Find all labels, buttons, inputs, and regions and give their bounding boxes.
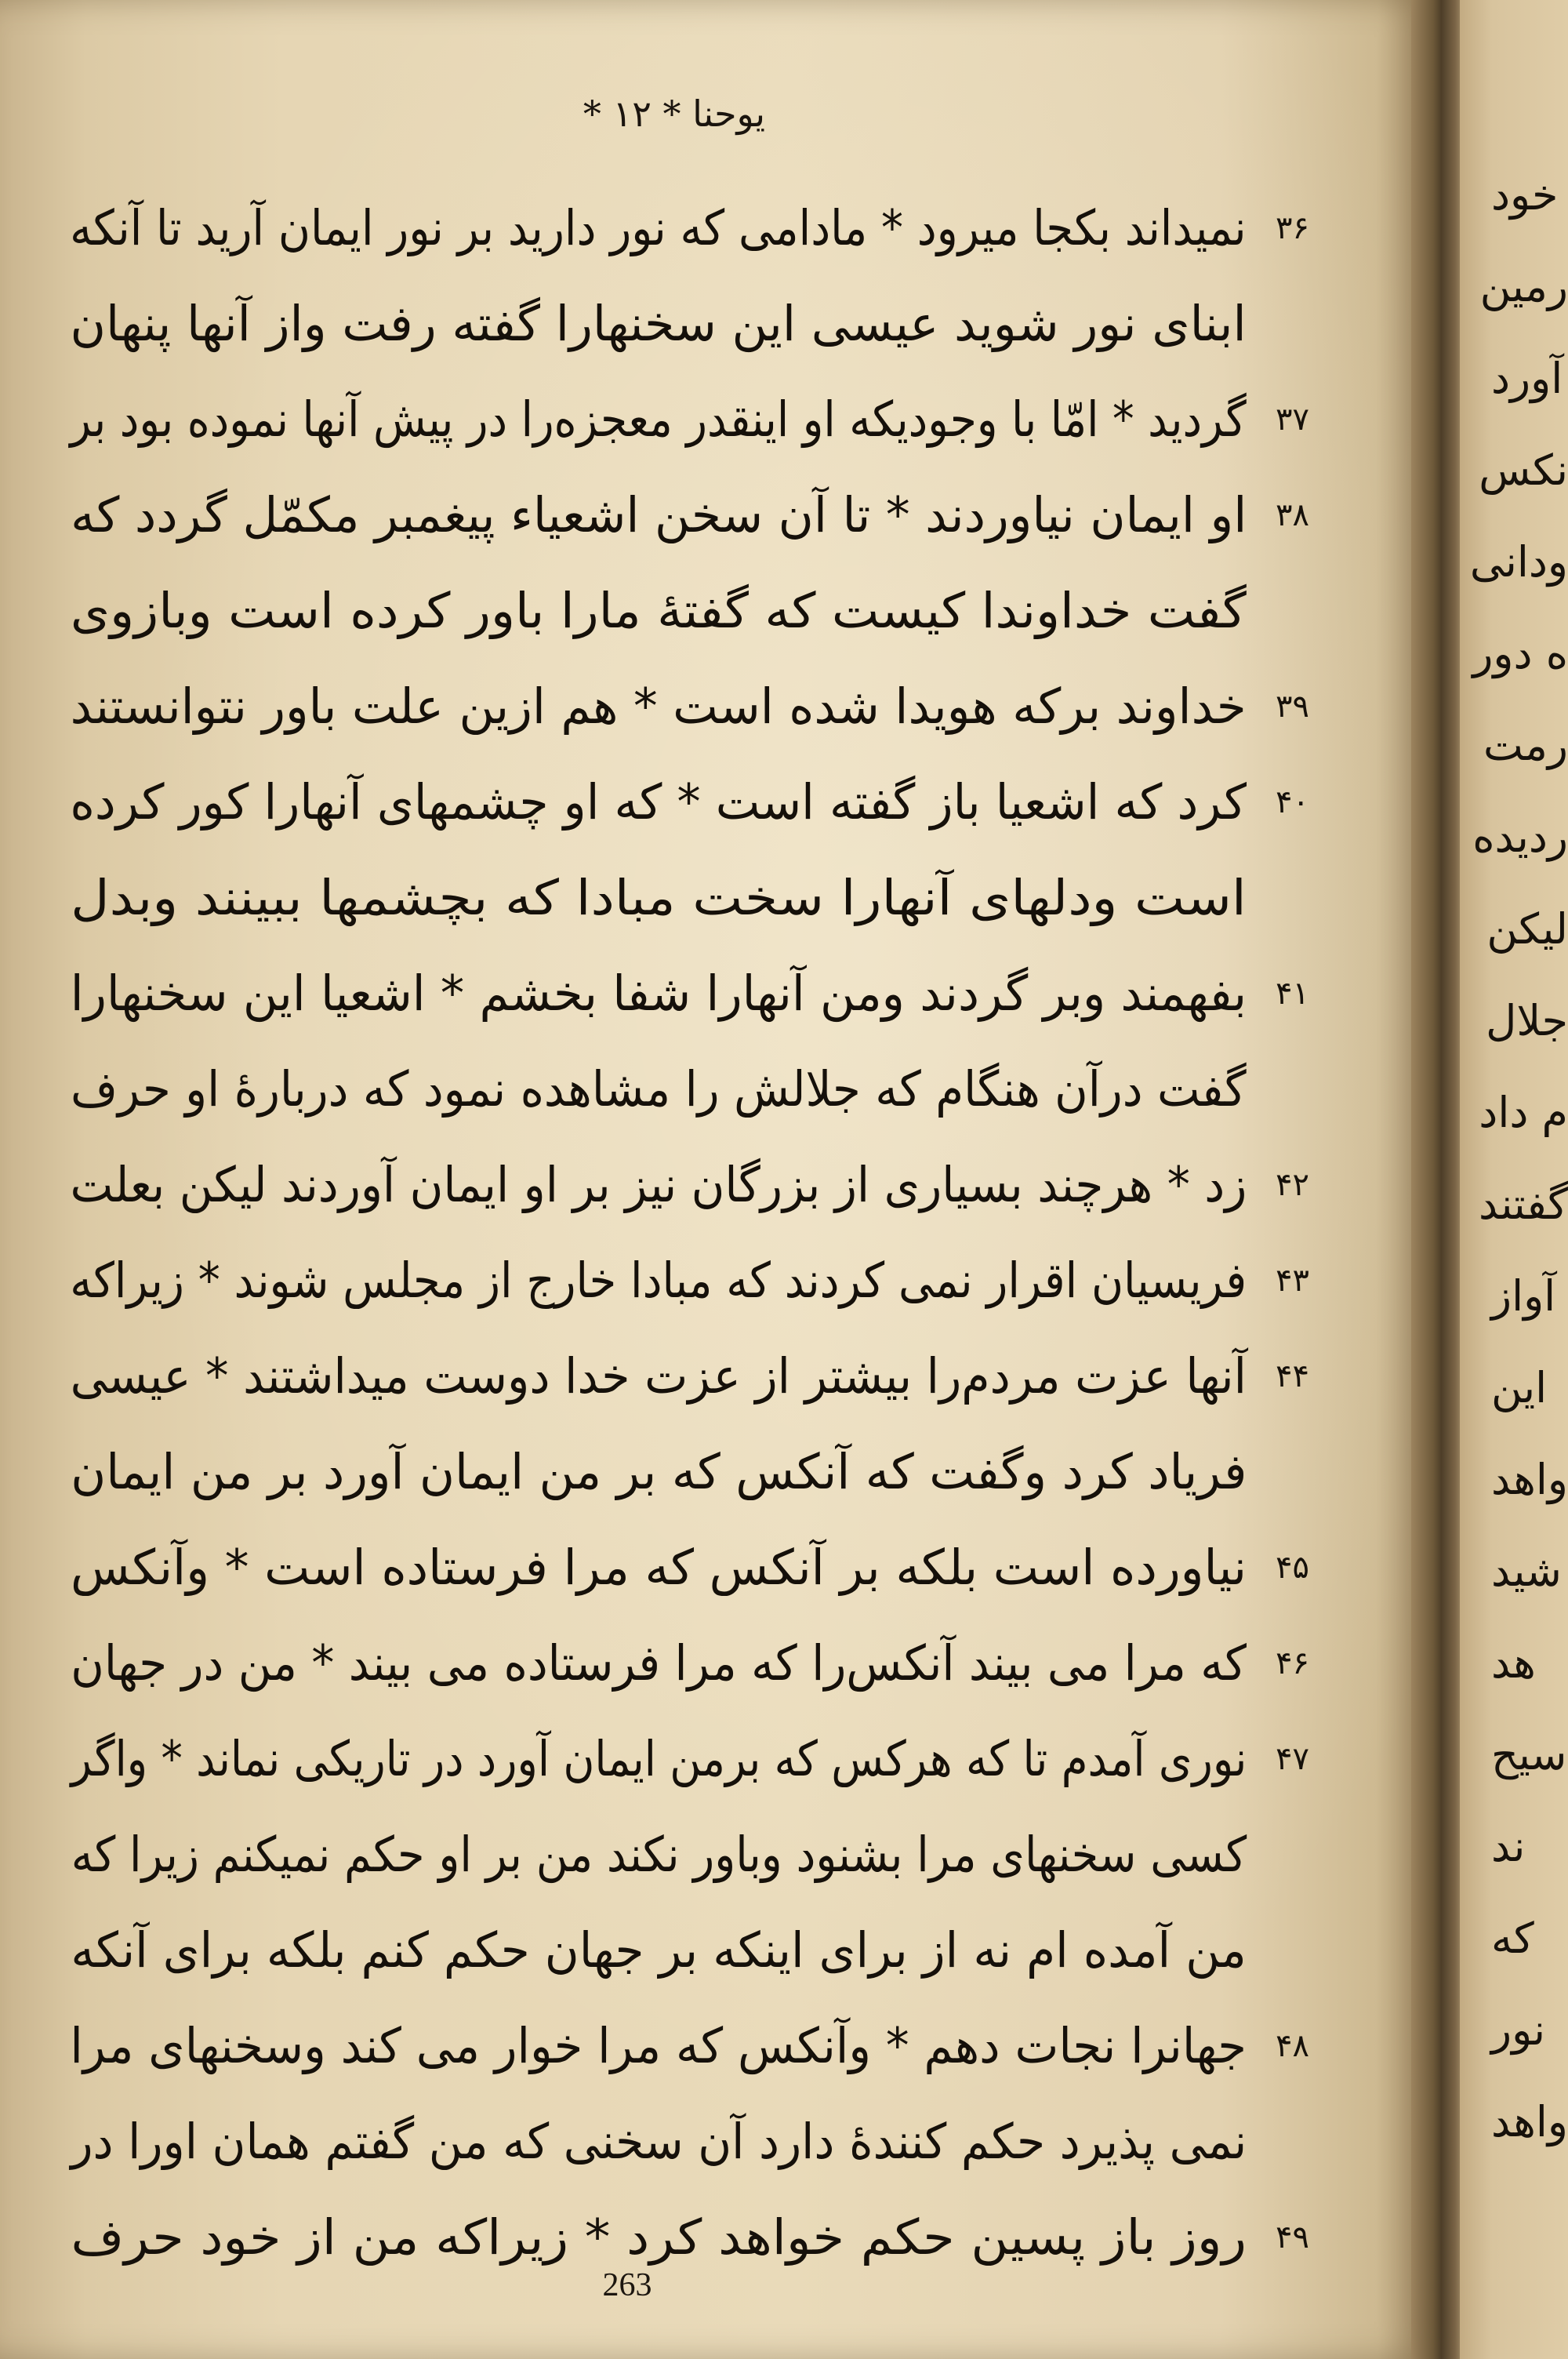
line-text: من آمده ام نه از برای اینکه بر جهان حکم کنم بلکه برای آنکه — [71, 1921, 1247, 1979]
right-page-line: گفتند — [1479, 1180, 1568, 1229]
right-page-line: رمین — [1479, 262, 1568, 311]
right-page-line: این — [1491, 1363, 1548, 1412]
line-text: زد * هرچند بسیاری از بزرگان نیز بر او ایمان آوردند لیکن بعلت — [70, 1156, 1247, 1213]
verse-number: ۴۲ — [1276, 1167, 1309, 1203]
text-line — [71, 1807, 1247, 1903]
right-page-line: ند — [1491, 1822, 1526, 1871]
right-page-line: رمت — [1483, 721, 1568, 770]
text-line — [71, 659, 1309, 754]
text-line — [71, 850, 1247, 946]
line-text: گردید * امّا با وجودیکه او اینقدر معجزه‌را در پیش آنها نموده بود بر — [70, 391, 1247, 448]
verse-number: ۴۳ — [1276, 1263, 1309, 1299]
line-text: آنها عزت مردم‌را بیشتر از عزت خدا دوست میداشتند * عیسی — [70, 1347, 1247, 1405]
line-text: گفت درآن هنگام که جلالش را مشاهده نمود که دربارهٔ او حرف — [71, 1060, 1247, 1118]
right-page-line: ه دور — [1472, 629, 1568, 678]
line-text: کرد که اشعیا باز گفته است * که او چشمهای آنهارا کور کرده — [70, 773, 1247, 831]
line-text: است ودلهای آنهارا سخت مبادا که بچشمها ببینند وبدل — [71, 869, 1247, 926]
text-line — [71, 1903, 1247, 1998]
verse-number: ۴۶ — [1276, 1645, 1309, 1681]
line-text: نمی پذیرد حکم کنندهٔ دارد آن سخنی که من گفتم همان اورا در — [71, 2113, 1247, 2170]
book-gutter — [1411, 0, 1466, 2359]
text-line — [71, 1616, 1309, 1711]
text-line — [70, 1233, 1309, 1329]
line-text: فریاد کرد وگفت که آنکس که بر من ایمان آورد بر من ایمان — [70, 1443, 1247, 1500]
text-line — [71, 1041, 1247, 1137]
verse-number: ۳۸ — [1276, 497, 1309, 533]
right-page-edge — [1460, 0, 1568, 2359]
line-text: بفهمند وبر گردند ومن آنهارا شفا بخشم * اشعیا این سخنهارا — [70, 965, 1247, 1022]
text-line — [70, 1998, 1309, 2094]
verse-number: ۴۹ — [1276, 2219, 1309, 2255]
text-line — [70, 754, 1309, 850]
line-text: کسی سخنهای مرا بشنود وباور نکند من بر او حکم نمیکنم زیرا که — [71, 1826, 1247, 1883]
right-page-line: ودانی — [1469, 537, 1568, 587]
right-page-line: خود — [1491, 170, 1559, 220]
line-text: او ایمان نیاوردند * تا آن سخن اشعیاء پیغمبر مکمّل گردد که — [70, 486, 1247, 543]
verse-number: ۳۹ — [1276, 689, 1309, 725]
verse-number: ۴۵ — [1276, 1550, 1309, 1586]
line-text: جهانرا نجات دهم * وآنکس که مرا خوار می کند وسخنهای مرا — [70, 2017, 1247, 2074]
right-page-line: که — [1491, 1914, 1534, 1963]
running-head: یوحنا * ۱۲ * — [583, 93, 766, 135]
text-line — [70, 1520, 1309, 1616]
line-text: نمیداند بکجا میرود * مادامی که نور دارید بر نور ایمان آرید تا آنکه — [70, 199, 1247, 256]
verse-number: ۴۴ — [1276, 1358, 1309, 1394]
verse-number: ۴۱ — [1276, 976, 1309, 1012]
right-page-line: نکس — [1479, 445, 1568, 495]
right-page-line: لیکن — [1486, 904, 1568, 954]
right-page-line: واهد — [1491, 1455, 1568, 1504]
line-text: که مرا می بیند آنکس‌را که مرا فرستاده می بیند * من در جهان — [71, 1634, 1247, 1692]
right-page-line: سیح — [1491, 1730, 1567, 1779]
text-line — [70, 372, 1309, 467]
verse-number: ۳۷ — [1276, 402, 1309, 438]
right-page-line: آواز — [1491, 1271, 1556, 1321]
line-text: ابنای نور شوید عیسی این سخنهارا گفته رفت واز آنها پنهان — [70, 295, 1247, 352]
line-text: گفت خداوندا کیست که گفتهٔ مارا باور کرده است وبازوی — [71, 582, 1247, 639]
text-line — [71, 1424, 1247, 1520]
verse-number: ۴۰ — [1276, 784, 1309, 820]
text-line — [71, 563, 1247, 659]
right-page-line: هد — [1491, 1638, 1536, 1688]
line-text: فریسیان اقرار نمی کردند که مبادا خارج از مجلس شوند * زیراکه — [70, 1252, 1247, 1309]
text-line — [70, 180, 1309, 276]
right-page-line: ردیده — [1472, 812, 1568, 862]
right-page-line: نور — [1491, 2005, 1546, 2055]
text-line — [70, 467, 1309, 563]
right-page-line: جلال — [1486, 996, 1568, 1045]
text-line — [70, 1137, 1309, 1233]
right-page-text — [1469, 149, 1568, 2168]
verse-number: ۴۸ — [1276, 2028, 1309, 2064]
right-page-line: شید — [1491, 1547, 1562, 1596]
page-number: 263 — [602, 2267, 652, 2303]
verse-number: ۴۷ — [1276, 1741, 1309, 1777]
text-line — [70, 946, 1309, 1041]
text-line — [71, 276, 1247, 372]
right-page-line: واهد — [1491, 2097, 1568, 2146]
line-text: نیاورده است بلکه بر آنکس که مرا فرستاده است * وآنکس — [70, 1539, 1247, 1596]
line-text: روز باز پسین حکم خواهد کرد * زیراکه من از خود حرف — [71, 2208, 1247, 2266]
text-line — [71, 2094, 1247, 2190]
line-text: خداوند برکه هویدا شده است * هم ازین علت باور نتوانستند — [71, 678, 1247, 735]
text-line — [71, 1711, 1309, 1807]
right-page-line: آورد — [1491, 354, 1563, 403]
text-line — [70, 1329, 1309, 1424]
text-block — [70, 180, 1309, 2285]
verse-number: ۳۶ — [1276, 210, 1309, 246]
right-page-line: م داد — [1479, 1088, 1568, 1137]
line-text: نوری آمدم تا که هرکس که برمن ایمان آورد در تاریکی نماند * واگر — [71, 1730, 1247, 1787]
